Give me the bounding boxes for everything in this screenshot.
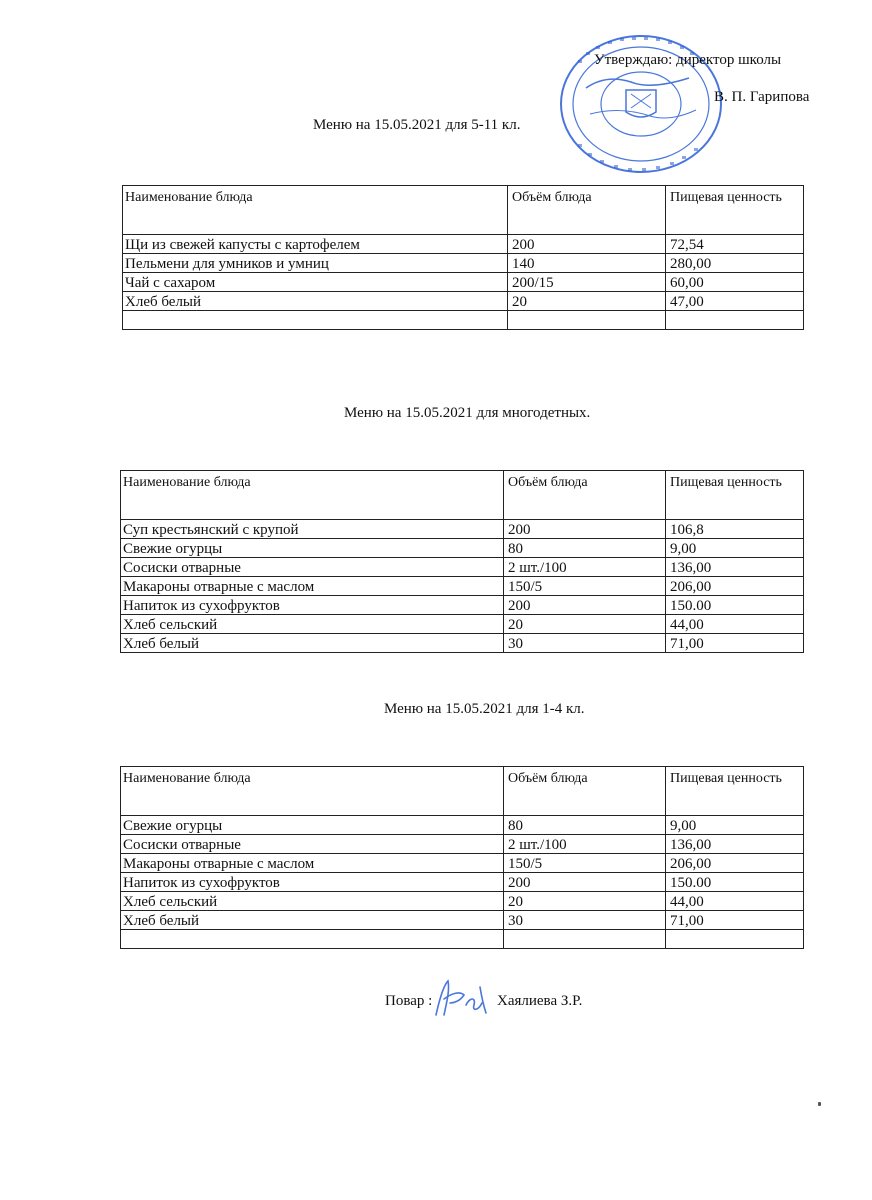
- dish-cell: Чай с сахаром: [123, 273, 508, 292]
- volume-cell: 200: [504, 520, 666, 539]
- header-dish: Наименование блюда: [123, 186, 508, 235]
- volume-cell: 140: [508, 254, 666, 273]
- nutrition-cell: 60,00: [666, 273, 804, 292]
- table-row: [121, 835, 804, 854]
- nutrition-cell: 44,00: [666, 892, 804, 911]
- dish-cell: Сосиски отварные: [121, 835, 504, 854]
- volume-cell: 200: [508, 235, 666, 254]
- header-dish: Наименование блюда: [121, 767, 504, 816]
- dish-cell: Напиток из сухофруктов: [121, 596, 504, 615]
- dish-cell: Свежие огурцы: [121, 816, 504, 835]
- nutrition-cell: 136,00: [666, 558, 804, 577]
- dish-cell: Хлеб белый: [121, 634, 504, 653]
- nutrition-cell: [666, 930, 804, 949]
- dish-cell: Пельмени для умников и умниц: [123, 254, 508, 273]
- table-row: [123, 254, 804, 273]
- volume-cell: 2 шт./100: [504, 835, 666, 854]
- nutrition-cell: 206,00: [666, 577, 804, 596]
- section-1-title: Меню на 15.05.2021 для 5-11 кл.: [313, 117, 521, 133]
- dish-cell: Сосиски отварные: [121, 558, 504, 577]
- dish-cell: [123, 311, 508, 330]
- table-row: [121, 615, 804, 634]
- header-nutrition: Пищевая ценность: [666, 186, 804, 235]
- table-row: [121, 816, 804, 835]
- volume-cell: [504, 930, 666, 949]
- nutrition-cell: 136,00: [666, 835, 804, 854]
- section-3-title: Меню на 15.05.2021 для 1-4 кл.: [384, 701, 585, 717]
- table-row: [123, 273, 804, 292]
- dish-cell: Хлеб белый: [121, 911, 504, 930]
- menu-table-large-families: [120, 470, 804, 653]
- nutrition-cell: 106,8: [666, 520, 804, 539]
- volume-cell: 2 шт./100: [504, 558, 666, 577]
- volume-cell: [508, 311, 666, 330]
- nutrition-cell: 44,00: [666, 615, 804, 634]
- dish-cell: Хлеб сельский: [121, 892, 504, 911]
- dish-cell: Хлеб белый: [123, 292, 508, 311]
- nutrition-cell: 9,00: [666, 816, 804, 835]
- dish-cell: Хлеб сельский: [121, 615, 504, 634]
- dish-cell: [121, 930, 504, 949]
- table-header-row: [123, 186, 804, 235]
- volume-cell: 20: [504, 892, 666, 911]
- header-volume: Объём блюда: [504, 471, 666, 520]
- table-row: [121, 634, 804, 653]
- table-row: [121, 911, 804, 930]
- menu-table-5-11: [122, 185, 804, 330]
- table-row: [121, 892, 804, 911]
- scan-speck: [818, 1102, 821, 1106]
- volume-cell: 200: [504, 873, 666, 892]
- table-row: [121, 854, 804, 873]
- table-row: [121, 596, 804, 615]
- table-header-row: [121, 767, 804, 816]
- volume-cell: 150/5: [504, 854, 666, 873]
- nutrition-cell: 150.00: [666, 596, 804, 615]
- table-row: [121, 558, 804, 577]
- table-row-empty: [121, 930, 804, 949]
- header-nutrition: Пищевая ценность: [666, 767, 804, 816]
- table-row: [123, 235, 804, 254]
- section-2-title: Меню на 15.05.2021 для многодетных.: [344, 405, 591, 421]
- dish-cell: Макароны отварные с маслом: [121, 854, 504, 873]
- nutrition-cell: 150.00: [666, 873, 804, 892]
- table-row: [123, 292, 804, 311]
- volume-cell: 200: [504, 596, 666, 615]
- dish-cell: Суп крестьянский с крупой: [121, 520, 504, 539]
- table-header-row: [121, 471, 804, 520]
- dish-cell: Свежие огурцы: [121, 539, 504, 558]
- nutrition-cell: 206,00: [666, 854, 804, 873]
- volume-cell: 200/15: [508, 273, 666, 292]
- table-row: [121, 873, 804, 892]
- cook-name: Хаялиева З.Р.: [497, 993, 583, 1009]
- table-row: [121, 520, 804, 539]
- volume-cell: 20: [508, 292, 666, 311]
- nutrition-cell: 47,00: [666, 292, 804, 311]
- volume-cell: 80: [504, 539, 666, 558]
- volume-cell: 30: [504, 911, 666, 930]
- volume-cell: 80: [504, 816, 666, 835]
- nutrition-cell: 9,00: [666, 539, 804, 558]
- nutrition-cell: 71,00: [666, 911, 804, 930]
- nutrition-cell: 280,00: [666, 254, 804, 273]
- volume-cell: 150/5: [504, 577, 666, 596]
- dish-cell: Макароны отварные с маслом: [121, 577, 504, 596]
- dish-cell: Напиток из сухофруктов: [121, 873, 504, 892]
- nutrition-cell: 71,00: [666, 634, 804, 653]
- approver-name: В. П. Гарипова: [714, 89, 810, 105]
- cook-signature: [430, 975, 492, 1021]
- table-row: [121, 577, 804, 596]
- volume-cell: 30: [504, 634, 666, 653]
- header-volume: Объём блюда: [508, 186, 666, 235]
- nutrition-cell: 72,54: [666, 235, 804, 254]
- table-row-empty: [123, 311, 804, 330]
- volume-cell: 20: [504, 615, 666, 634]
- approval-title: Утверждаю: директор школы: [594, 52, 782, 68]
- cook-label: Повар :: [385, 993, 433, 1009]
- header-dish: Наименование блюда: [121, 471, 504, 520]
- menu-table-1-4: [120, 766, 804, 949]
- table-row: [121, 539, 804, 558]
- dish-cell: Щи из свежей капусты с картофелем: [123, 235, 508, 254]
- header-nutrition: Пищевая ценность: [666, 471, 804, 520]
- header-volume: Объём блюда: [504, 767, 666, 816]
- nutrition-cell: [666, 311, 804, 330]
